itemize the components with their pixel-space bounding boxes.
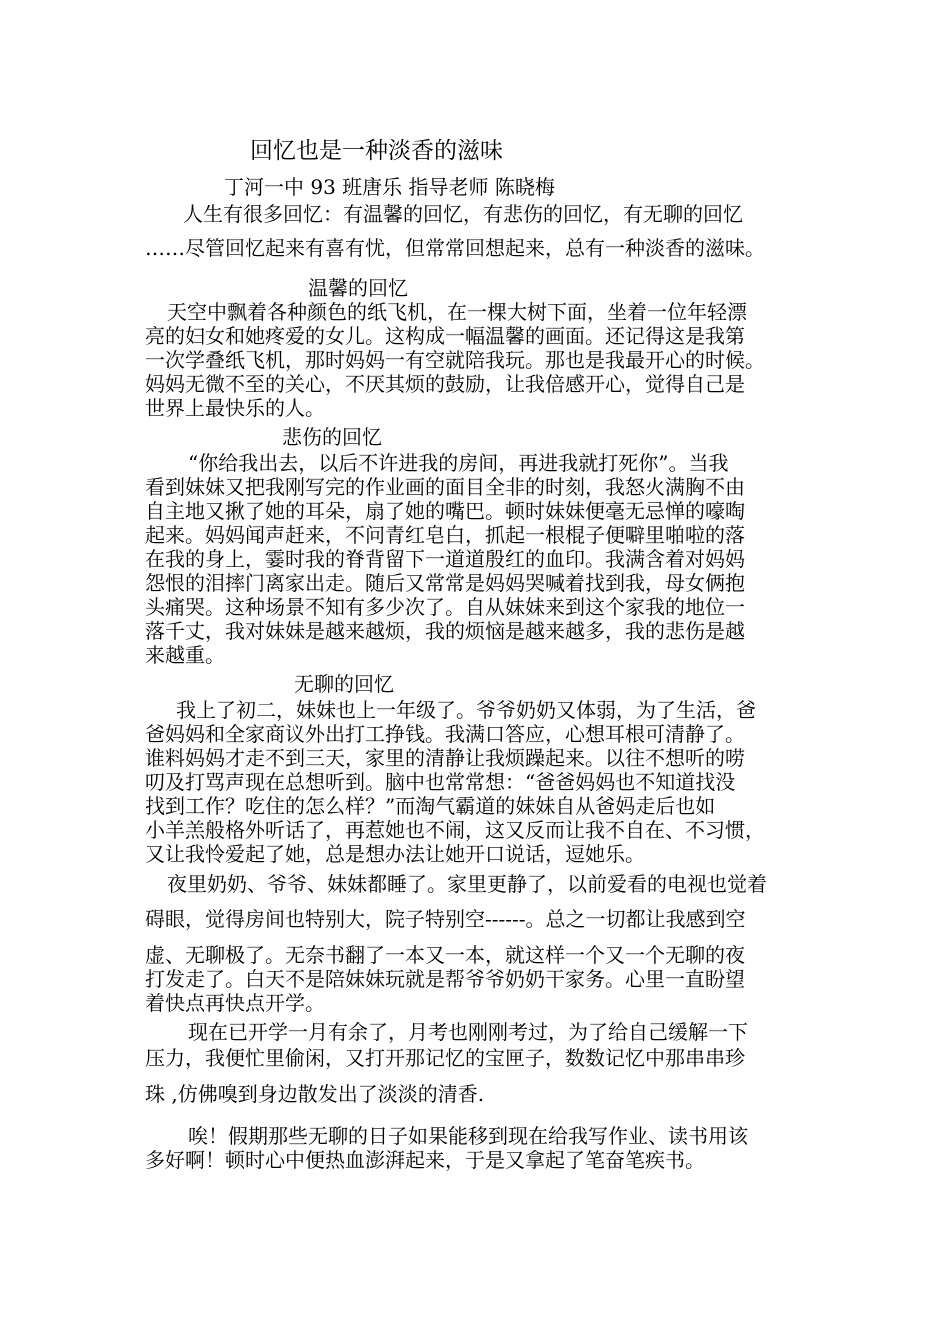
- sad-line: 来越重。: [145, 643, 225, 667]
- warm-line: 世界上最快乐的人。: [145, 396, 325, 420]
- sad-line: 看到妹妹又把我刚写完的作业画的面目全非的时刻，我怒火满胸不由: [145, 475, 745, 499]
- boring-line: 叨及打骂声现在总想听到。脑中也常常想：“爸爸妈妈也不知道找没: [145, 770, 736, 794]
- sad-line: 起来。妈妈闻声赶来，不问青红皂白，抓起一根棍子便噼里啪啦的落: [145, 523, 745, 547]
- closing-line: 珠 ,仿佛嗅到身边散发出了淡淡的清香.: [145, 1082, 485, 1106]
- boring-line: 爸妈妈和全家商议外出打工挣钱。我满口答应，心想耳根可清静了。: [145, 722, 745, 746]
- sad-line: 在我的身上，霎时我的脊背留下一道道殷红的血印。我满含着对妈妈: [145, 547, 745, 571]
- intro-line: 人生有很多回忆：有温馨的回忆，有悲伤的回忆，有无聊的回忆: [183, 202, 743, 226]
- sad-line: “你给我出去，以后不许进我的房间，再进我就打死你”。当我: [188, 451, 729, 475]
- boring-p2-line: 虚、无聊极了。无奈书翻了一本又一本，就这样一个又一个无聊的夜: [145, 943, 745, 967]
- sad-line: 落千丈，我对妹妹是越来越烦，我的烦恼是越来越多，我的悲伤是越: [145, 619, 745, 643]
- boring-p2-line: 碍眼，觉得房间也特别大，院子特别空------。总之一切都让我感到空: [145, 907, 746, 931]
- boring-p2-line: 着快点再快点开学。: [145, 991, 325, 1015]
- byline: 丁河一中 93 班唐乐 指导老师 陈晓梅: [224, 175, 555, 199]
- final-line: 多好啊！顿时心中便热血澎湃起来，于是又拿起了笔奋笔疾书。: [145, 1148, 705, 1172]
- sad-line: 头痛哭。这种场景不知有多少次了。自从妹妹来到这个家我的地位一: [145, 595, 745, 619]
- boring-line: 我上了初二，妹妹也上一年级了。爷爷奶奶又体弱，为了生活，爸: [176, 698, 756, 722]
- final-line: 唉！假期那些无聊的日子如果能移到现在给我写作业、读书用该: [188, 1124, 748, 1148]
- boring-line: 谁料妈妈才走不到三天，家里的清静让我烦躁起来。以往不想听的唠: [145, 746, 745, 770]
- warm-line: 妈妈无微不至的关心，不厌其烦的鼓励，让我倍感开心，觉得自己是: [145, 372, 745, 396]
- sad-line: 怨恨的泪摔门离家出走。随后又常常是妈妈哭喊着找到我，母女俩抱: [145, 571, 745, 595]
- boring-p2-line: 打发走了。白天不是陪妹妹玩就是帮爷爷奶奶干家务。心里一直盼望: [145, 967, 745, 991]
- boring-p2-line: 夜里奶奶、爷爷、妹妹都睡了。家里更静了，以前爱看的电视也觉着: [167, 872, 767, 896]
- intro-line: ……尽管回忆起来有喜有忧，但常常回想起来，总有一种淡香的滋味。: [145, 236, 765, 260]
- warm-line: 亮的妇女和她疼爱的女儿。这构成一幅温馨的画面。还记得这是我第: [145, 324, 745, 348]
- closing-line: 压力，我便忙里偷闲，又打开那记忆的宝匣子，数数记忆中那串串珍: [145, 1046, 745, 1070]
- warm-line: 一次学叠纸飞机，那时妈妈一有空就陪我玩。那也是我最开心的时候。: [145, 348, 765, 372]
- closing-line: 现在已开学一月有余了，月考也刚刚考过，为了给自己缓解一下: [188, 1020, 748, 1044]
- essay-title: 回忆也是一种淡香的滋味: [250, 138, 503, 164]
- warm-line: 天空中飘着各种颜色的纸飞机，在一棵大树下面，坐着一位年轻漂: [167, 300, 747, 324]
- section-heading-sad: 悲伤的回忆: [282, 425, 382, 449]
- boring-line: 小羊羔般格外听话了，再惹她也不闹，这又反而让我不自在、不习惯，: [145, 818, 765, 842]
- boring-line: 找到工作？吃住的怎么样？”而淘气霸道的妹妹自从爸妈走后也如: [145, 794, 716, 818]
- sad-line: 自主地又揪了她的耳朵，扇了她的嘴巴。顿时妹妹便毫无忌惮的嚎啕: [145, 499, 745, 523]
- section-heading-warm: 温馨的回忆: [308, 276, 408, 300]
- boring-line: 又让我怜爱起了她，总是想办法让她开口说话，逗她乐。: [145, 842, 645, 866]
- section-heading-boring: 无聊的回忆: [294, 672, 394, 696]
